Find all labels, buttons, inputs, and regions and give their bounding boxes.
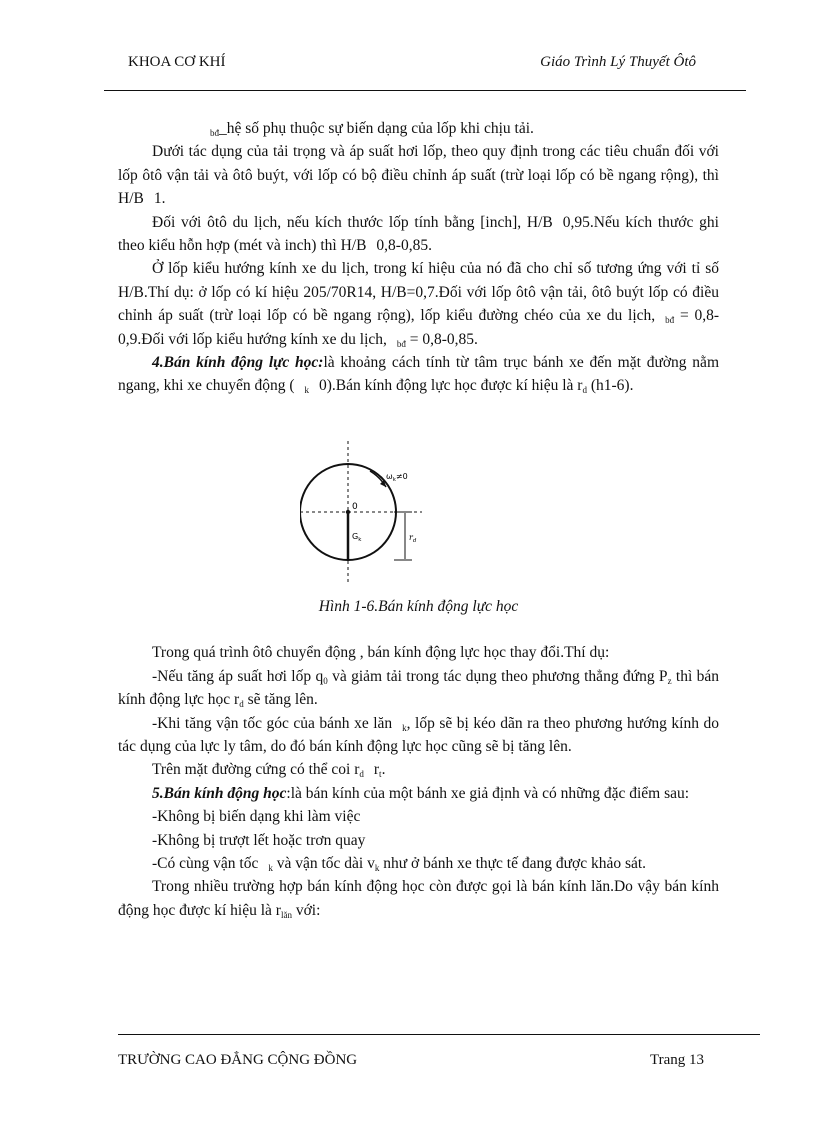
list-item-no-slip: -Không bị trượt lết hoặc trơn quay [152,831,366,849]
figure-wheel-diagram [118,427,719,595]
paragraph-rolling-radius: Trong nhiều trường hợp bán kính động học còn được gọi là bán kính lăn.Do vậy bán kính động học được kí hiệu là $r_{lăn}$ với: [118,878,719,920]
header-department: KHOA CƠ KHÍ [128,54,226,70]
paragraph-angular-velocity: -Khi tăng vận tốc góc của bánh xe lăn $_k$, lốp sẽ bị kéo dãn ra theo phương hướng kính do tác dụng của lực ly tâm, do đó bán kính động lực học cũng sẽ bị tăng lên. [118,714,720,755]
list-item-same-velocity: -Có cùng vận tốc $_k$ và vận tốc dài $v_k$ như ở bánh xe thực tế đang được khảo sát. [152,854,647,873]
paragraph-hb-standard: Dưới tác dụng của tải trọng và áp suất hơi lốp, theo quy định trong các tiêu chuẩn đối với lốp ôtô vận tải và ôtô buýt, với lốp có bộ điều chỉnh áp suất (trừ loại lốp có bề ngang rộng), thì H/B 1. [118,143,719,208]
header-rule [104,90,746,91]
paragraph-bd-definition: $_{bđ}$_hệ số phụ thuộc sự biến dạng của lốp khi chịu tải. [210,120,534,138]
paragraph-passenger-car: Đối với ôtô du lịch, nếu kích thước lốp tính bằng [inch], H/B 0,95.Nếu kích thước ghi theo kiểu hỗn hợp (mét và inch) thì H/B 0,8-0,85. [118,213,719,255]
wheel-diagram-svg [300,427,550,595]
paragraph-hard-road: Trên mặt đường cứng có thể coi $r_d$ $r_t$. [152,761,386,780]
header-book-title: Giáo Trình Lý Thuyết Ôtô [540,54,696,70]
radius-label: $r_d$ [409,532,417,544]
paragraph-radius-changes: Trong quá trình ôtô chuyển động , bán kính động lực học thay đổi.Thí dụ: [152,644,610,662]
wheel-center-dot [346,510,350,514]
paragraph-pressure-increase: -Nếu tăng áp suất hơi lốp $q_0$ và giảm tải trong tác dụng theo phương thẳng đứng $P_z$ thì bán kính động lực học $r_d$ sẽ tăng lên. [118,667,720,710]
paragraph-dynamic-radius: 4.Bán kính động lực học:là khoảng cách tính từ tâm trục bánh xe đến mặt đường nằm ngang, khi xe chuyển động ( $_k$ 0).Bán kính động lực học được kí hiệu là $r_d$ (h1-6). [118,354,719,396]
load-label: $G_k$ [352,531,362,543]
paragraph-kinematic-radius: 5.Bán kính động học:là bán kính của một bánh xe giả định và có những đặc điểm sau: [152,784,690,802]
footer-rule [118,1034,760,1035]
center-label: 0 [352,501,358,512]
omega-label: $\omega_k\ne 0$ [386,471,408,483]
footer-school: TRƯỜNG CAO ĐẲNG CỘNG ĐỒNG [118,1052,358,1068]
figure-caption: Hình 1-6.Bán kính động lực học [318,597,519,615]
list-item-no-deformation: -Không bị biến dạng khi làm việc [152,808,361,826]
page-number: Trang 13 [649,1052,704,1068]
section-title-kinematic-radius: 5.Bán kính động học [152,784,287,802]
page-content [118,117,719,922]
section-title-dynamic-radius: 4.Bán kính động lực học: [152,354,324,372]
paragraph-radial-tire: Ở lốp kiểu hướng kính xe du lịch, trong kí hiệu của nó đã cho chỉ số tương ứng với tỉ số H/B.Thí dụ: ở lốp có kí hiệu 205/70R14, H/B=0,7.Đối với lốp ôtô vận tải, ôtô buýt lốp có điều chỉnh áp suất (trừ loại lốp có bề ngang rộng), lốp kiểu đường chéo của xe du lịch, $_{bđ}$ = 0,8-0,9.Đối với lốp kiểu hướng kính xe du lịch, $_{bđ}$ = 0,8-0,85. [118,260,720,349]
